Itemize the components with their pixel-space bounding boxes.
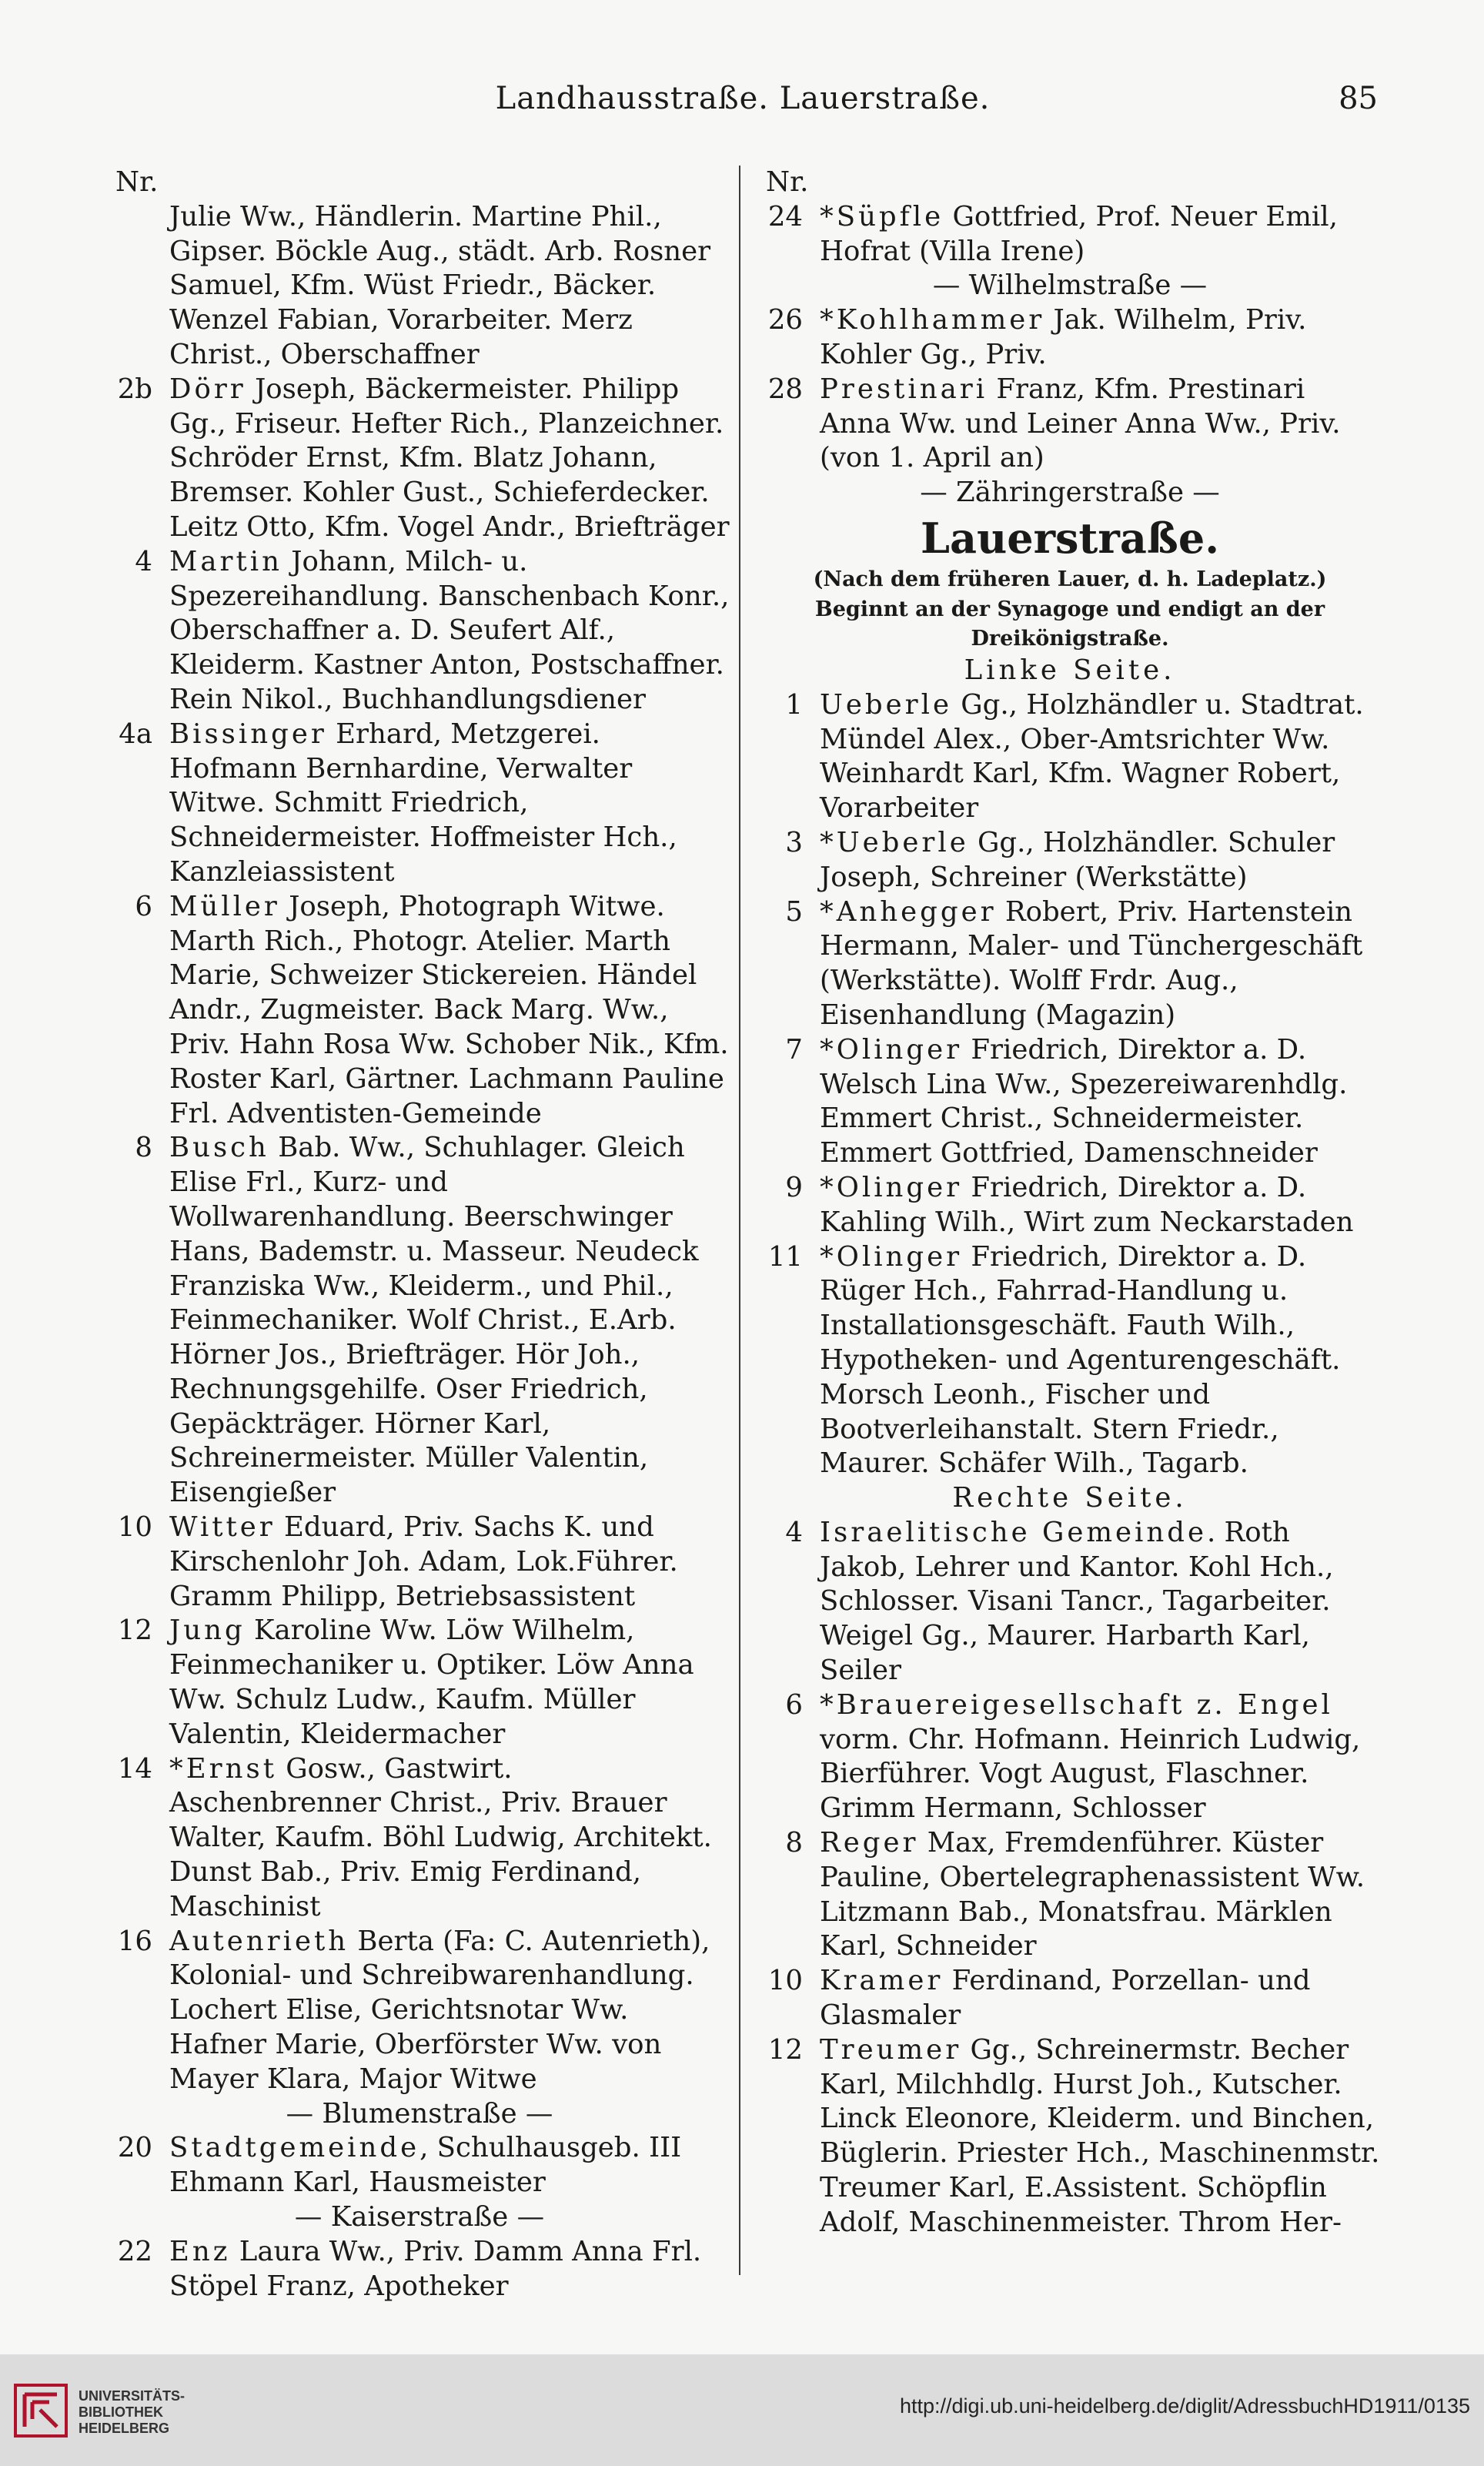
left-side-heading: Linke Seite.: [964, 654, 1176, 686]
street-title: Lauerstraße.: [921, 513, 1219, 563]
street-description: Beginnt an der Synagoge und endigt an der Dreikönigstraße.: [814, 597, 1325, 651]
house-number: 11: [767, 1240, 803, 1273]
house-number: 7: [785, 1033, 803, 1066]
house-number: 12: [117, 1614, 152, 1647]
owner-name: Autenrieth: [169, 1925, 349, 1957]
owner-name: *Ernst: [169, 1752, 277, 1785]
house-number: 2b: [117, 373, 152, 405]
street-separator: — Wilhelmstraße —: [932, 269, 1208, 302]
residents-text: Eduard, Priv. Sachs K. und Kirschenlohr Joh. Adam, Lok.Führer. Gramm Philipp, Betriebsassistent: [169, 1511, 678, 1612]
owner-name: Dörr: [169, 373, 246, 405]
residents-text: Gottfried, Prof. Neuer Emil, Hofrat (Villa Irene): [820, 200, 1338, 267]
house-number: 20: [117, 2132, 152, 2164]
residents-text: Friedrich, Direktor a. D. Kahling Wilh., Wirt zum Neckarstaden: [820, 1171, 1354, 1238]
owner-name: *Anhegger: [820, 895, 997, 928]
right-side-entries: [758, 1516, 1382, 2240]
house-number: 26: [767, 304, 803, 336]
owner-name: *Brauereigesellschaft z. Engel: [820, 1688, 1333, 1721]
house-number: 10: [117, 1511, 152, 1544]
right-top-entries: [758, 200, 1382, 510]
owner-name: *Kohlhammer: [820, 304, 1045, 336]
house-number: 8: [135, 1132, 152, 1164]
street-separator: — Kaiserstraße —: [294, 2201, 545, 2233]
source-url-link[interactable]: http://digi.ub.uni-heidelberg.de/diglit/AdressbuchHD1911/0135: [900, 2394, 1470, 2417]
residents-text: Karoline Ww. Löw Wilhelm, Feinmechaniker u. Optiker. Löw Anna Ww. Schulz Ludw., Kaufm. Müller Valentin, Kleidermacher: [169, 1614, 694, 1750]
running-head: [108, 81, 1378, 127]
owner-name: Witter: [169, 1511, 276, 1544]
left-column: [108, 166, 731, 2304]
residents-text: Berta (Fa: C. Autenrieth), Kolonial- und Schreibwarenhandlung. Lochert Elise, Gerichtsnotar Ww. Hafner Marie, Oberförster Ww. von Mayer Klara, Major Witwe: [169, 1925, 710, 2095]
right-column: [758, 166, 1382, 2240]
directory-entry: [108, 545, 731, 718]
house-number: 4a: [119, 718, 152, 750]
directory-entry: [108, 2131, 731, 2200]
owner-name: Kramer: [820, 1965, 944, 1997]
house-number: 1: [785, 688, 803, 721]
house-number: 3: [785, 826, 803, 858]
house-number: 12: [767, 2033, 803, 2066]
directory-entry: [108, 1752, 731, 1925]
residents-text: Johann, Milch- u. Spezereihandlung. Banschenbach Konr., Oberschaffner a. D. Seufert Alf., Kleiderm. Kastner Anton, Postschaffner. Rein Nikol., Buchhandlungsdiener: [169, 545, 730, 715]
directory-entry: [108, 1511, 731, 1614]
page-title: Landhausstraße. Lauerstraße.: [495, 81, 991, 116]
house-number: 9: [785, 1171, 803, 1203]
owner-name: Treumer: [820, 2033, 962, 2066]
footer-bar: [0, 2354, 1484, 2466]
owner-name: Bissinger: [169, 718, 327, 750]
nr-column-label: Nr.: [766, 166, 809, 198]
directory-entry: [758, 1826, 1382, 1964]
street-separator: — Zähringerstraße —: [920, 477, 1220, 509]
residents-text: Gg., Holzhändler u. Stadtrat. Mündel Alex., Ober-Amtsrichter Ww. Weinhardt Karl, Kfm. Wagner Robert, Vorarbeiter: [820, 688, 1364, 825]
house-number: 5: [785, 895, 803, 928]
residents-text: Julie Ww., Händlerin. Martine Phil., Gipser. Böckle Aug., städt. Arb. Rosner Samuel, Kfm. Wüst Friedr., Bäcker. Wenzel Fabian, Vorarbeiter. Merz Christ., Oberschaffner: [169, 200, 711, 370]
left-entries: [108, 200, 731, 2304]
directory-entry: [758, 1688, 1382, 1826]
owner-name: Stadtgemeinde: [169, 2132, 420, 2164]
page-number: 85: [1339, 81, 1378, 116]
directory-entry: [108, 1614, 731, 1752]
directory-entry: [758, 1171, 1382, 1240]
owner-name: Jung: [169, 1614, 246, 1647]
residents-text: Friedrich, Direktor a. D. Welsch Lina Ww., Spezereiwarenhdlg. Emmert Christ., Schneidermeister. Emmert Gottfried, Damenschneider: [820, 1033, 1348, 1169]
residents-text: Bab. Ww., Schuhlager. Gleich Elise Frl., Kurz- und Wollwarenhandlung. Beerschwinger Hans, Bademstr. u. Masseur. Neudeck Franziska Ww., Kleiderm., und Phil., Feinmechaniker. Wolf Christ., E.Arb. Hörner Jos., Briefträger. Hör Joh., Rechnungsgehilfe. Oser Friedrich, Gepäckträger. Hörner Karl, Schreinermeister. Müller Valentin, Eisengießer: [169, 1132, 699, 1509]
library-logo-text: UNIVERSITÄTS- BIBLIOTHEK HEIDELBERG: [79, 2388, 186, 2436]
owner-name: Müller: [169, 890, 280, 922]
residents-text: Erhard, Metzgerei. Hofmann Bernhardine, Verwalter Witwe. Schmitt Friedrich, Schneidermeister. Hoffmeister Hch., Kanzleiassistent: [169, 718, 677, 888]
house-number: 16: [117, 1925, 152, 1957]
directory-entry: [108, 373, 731, 545]
directory-entry: [758, 1964, 1382, 2033]
house-number: 4: [135, 545, 152, 577]
library-logo-icon: [14, 2384, 68, 2438]
owner-name: *Olinger: [820, 1240, 963, 1273]
owner-name: *Olinger: [820, 1171, 963, 1203]
house-number: 8: [785, 1827, 803, 1859]
residents-text: Joseph, Photograph Witwe. Marth Rich., Photogr. Atelier. Marth Marie, Schweizer Stickereien. Händel Andr., Zugmeister. Back Marg. Ww., Priv. Hahn Rosa Ww. Schober Nik., Kfm. Roster Karl, Gärtner. Lachmann Pauline Frl. Adventisten-Gemeinde: [169, 890, 729, 1129]
residents-text: Ferdinand, Porzellan- und Glasmaler: [820, 1965, 1311, 2032]
directory-entry: [108, 200, 731, 373]
house-number: 28: [767, 373, 803, 405]
house-number: 14: [117, 1752, 152, 1785]
owner-name: Reger: [820, 1827, 919, 1859]
street-separator: — Blumenstraße —: [286, 2097, 553, 2130]
directory-entry: [108, 1925, 731, 2097]
directory-entry: [758, 1240, 1382, 1482]
owner-name: Enz: [169, 2235, 231, 2267]
residents-text: Joseph, Bäckermeister. Philipp Gg., Friseur. Hefter Rich., Planzeichner. Schröder Ernst, Kfm. Blatz Johann, Bremser. Kohler Gust., Schieferdecker. Leitz Otto, Kfm. Vogel Andr., Briefträger: [169, 373, 730, 543]
house-number: 10: [767, 1965, 803, 1997]
house-number: 24: [767, 200, 803, 233]
residents-text: , Schulhausgeb. III Ehmann Karl, Hausmeister: [169, 2132, 682, 2199]
residents-text: Friedrich, Direktor a. D. Rüger Hch., Fahrrad-Handlung u. Installationsgeschäft. Fauth Wilh., Hypotheken- und Agenturengeschäft. Morsch Leonh., Fischer und Bootverleihanstalt. Stern Friedr., Maurer. Schäfer Wilh., Tagarb.: [820, 1240, 1341, 1480]
owner-name: Prestinari: [820, 373, 988, 405]
house-number: 22: [117, 2235, 152, 2267]
directory-entry: [758, 1033, 1382, 1171]
residents-text: Gg., Holzhändler. Schuler Joseph, Schreiner (Werkstätte): [820, 826, 1335, 893]
owner-name: *Ueberle: [820, 826, 969, 858]
directory-entry: [108, 718, 731, 890]
residents-text: Robert, Priv. Hartenstein Hermann, Maler- und Tünchergeschäft (Werkstätte). Wolff Frdr. Aug., Eisenhandlung (Magazin): [820, 895, 1363, 1031]
house-number: 6: [135, 890, 152, 922]
directory-entry: [108, 2235, 731, 2304]
nr-column-label: Nr.: [115, 166, 159, 198]
residents-text: Jak. Wilhelm, Priv. Kohler Gg., Priv.: [820, 304, 1307, 370]
directory-entry: [108, 1131, 731, 1511]
directory-entry: [758, 826, 1382, 895]
residents-text: Gg., Schreinermstr. Becher Karl, Milchhdlg. Hurst Joh., Kutscher. Linck Eleonore, Kleiderm. und Binchen, Büglerin. Priester Hch., Maschinenmstr. Treumer Karl, E.Assistent. Schöpflin Adolf, Maschinenmeister. Throm Her-: [820, 2033, 1380, 2238]
directory-entry: [758, 303, 1382, 373]
residents-text: vorm. Chr. Hofmann. Heinrich Ludwig, Bierführer. Vogt August, Flaschner. Grimm Hermann, Schlosser: [820, 1723, 1361, 1825]
directory-entry: [108, 890, 731, 1132]
directory-entry: [758, 895, 1382, 1033]
owner-name: *Olinger: [820, 1033, 963, 1066]
left-side-entries: [758, 688, 1382, 1481]
residents-text: Franz, Kfm. Prestinari Anna Ww. und Leiner Anna Ww., Priv. (von 1. April an): [820, 373, 1341, 474]
owner-name: *Süpfle: [820, 200, 944, 233]
residents-text: Gosw., Gastwirt. Aschenbrenner Christ., Priv. Brauer Walter, Kaufm. Böhl Ludwig, Architekt. Dunst Bab., Priv. Emig Ferdinand, Maschinist: [169, 1752, 712, 1922]
directory-entry: [758, 373, 1382, 476]
street-note: (Nach dem früheren Lauer, d. h. Ladeplatz.): [813, 567, 1327, 591]
directory-entry: [758, 2033, 1382, 2240]
directory-entry: [758, 688, 1382, 826]
residents-text: . Roth Jakob, Lehrer und Kantor. Kohl Hch., Schlosser. Visani Tancr., Tagarbeiter. Weigel Gg., Maurer. Harbarth Karl, Seiler: [820, 1516, 1334, 1687]
house-number: 4: [785, 1516, 803, 1548]
house-number: 6: [785, 1688, 803, 1721]
owner-name: Ueberle: [820, 688, 952, 721]
owner-name: Israelitische Gemeinde: [820, 1516, 1207, 1548]
directory-entry: [758, 200, 1382, 269]
column-divider: [739, 166, 740, 2275]
owner-name: Busch: [169, 1132, 269, 1164]
directory-entry: [758, 1516, 1382, 1688]
residents-text: Max, Fremdenführer. Küster Pauline, Obertelegraphenassistent Ww. Litzmann Bab., Monatsfrau. Märklen Karl, Schneider: [820, 1827, 1365, 1962]
right-side-heading: Rechte Seite.: [952, 1482, 1188, 1514]
residents-text: Laura Ww., Priv. Damm Anna Frl. Stöpel Franz, Apotheker: [169, 2235, 702, 2302]
owner-name: Martin: [169, 545, 282, 577]
